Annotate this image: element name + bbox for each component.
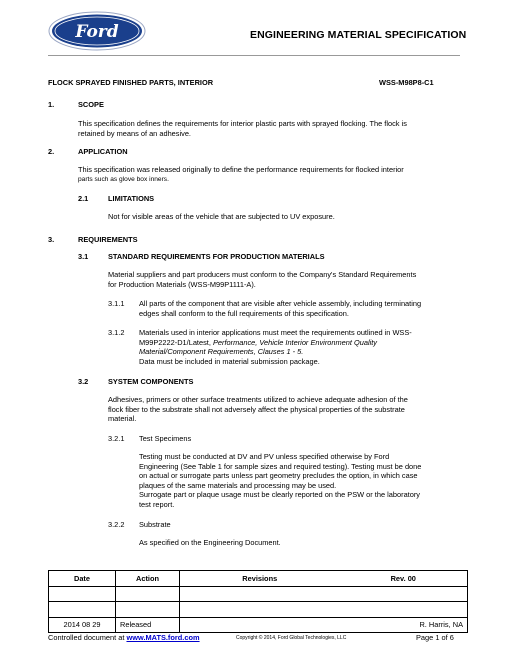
text-line: material.: [108, 414, 137, 424]
text-line: [139, 347, 412, 357]
action-cell: [116, 586, 180, 602]
section-3-2-text: [108, 395, 408, 424]
section-3-1-text: [108, 270, 416, 289]
rev-cell: R. Harris, NA: [340, 617, 468, 633]
text-line: All parts of the component that are visible after vehicle assembly, including terminating: [139, 299, 422, 308]
header-title: ENGINEERING MATERIAL SPECIFICATION: [250, 29, 467, 41]
text-line: Surrogate part or plaque usage must be clearly reported on the PSW or the laboratory: [139, 490, 420, 500]
section-2-text: [78, 165, 404, 184]
section-3-1-1-text: [139, 299, 421, 318]
text-span: M99P2222-D1/Latest,: [139, 337, 213, 347]
action-cell: [116, 602, 180, 618]
text-line: Adhesives, primers or other surface treatments utilized to achieve adequate adhesion of the: [108, 395, 408, 404]
rev-header: Rev. 00: [340, 571, 468, 587]
table-row: [49, 602, 468, 618]
ford-logo: [48, 11, 146, 51]
footer-controlled-doc: [48, 633, 200, 642]
text-line: Material suppliers and part producers must conform to the Company's Standard Requirements: [108, 270, 417, 279]
document-title: FLOCK SPRAYED FINISHED PARTS, INTERIOR: [48, 78, 214, 87]
text-line: As specified on the Engineering Document.: [139, 538, 281, 547]
section-3-2-2-number: 3.2.2: [108, 520, 125, 529]
section-3-1-1-number: 3.1.1: [108, 299, 125, 308]
revisions-cell: [180, 586, 340, 602]
mats-link[interactable]: www.MATS.ford.com: [126, 633, 200, 642]
text-line: This specification was released originally to define the performance requirements for flocked interior: [78, 165, 404, 174]
date-cell: [49, 586, 116, 602]
text-line: Engineering (See Table 1 for sample sizes and required testing). Testing must be done: [139, 461, 422, 471]
rev-cell: [340, 586, 468, 602]
section-3-2-title: SYSTEM COMPONENTS: [108, 377, 194, 386]
text-line: [139, 338, 412, 348]
text-line: on actual or surrogate parts unless part geometry precludes the option, in which case: [139, 471, 418, 481]
action-header: Action: [116, 571, 180, 587]
section-1-title: SCOPE: [78, 100, 104, 109]
date-cell: 2014 08 29: [49, 617, 116, 633]
section-3-2-1-title: Test Specimens: [139, 434, 192, 443]
table-row: [49, 617, 468, 633]
date-header: Date: [49, 571, 116, 587]
section-2-title: APPLICATION: [78, 147, 128, 156]
table-row: [49, 586, 468, 602]
revisions-cell: [180, 617, 340, 633]
section-3-2-number: 3.2: [78, 377, 89, 386]
revision-table: [48, 570, 468, 633]
revision-table-header: [49, 571, 468, 587]
section-3-2-1-number: 3.2.1: [108, 434, 125, 443]
section-3-2-1-text: [139, 452, 421, 510]
text-line: edges shall conform to the full requirements of this specification.: [139, 308, 349, 318]
text-line: plaques of the same materials and processing may be used.: [139, 480, 337, 490]
rev-cell: [340, 602, 468, 618]
section-3-1-2-text: [139, 328, 412, 366]
section-3-1-2-number: 3.1.2: [108, 328, 125, 337]
action-cell: Released: [116, 617, 180, 633]
standard-title: Material/Component Requirements, Clauses 1 - 5.: [139, 347, 304, 357]
text-line: Not for visible areas of the vehicle that are subjected to UV exposure.: [108, 212, 335, 221]
text-line: Testing must be conducted at DV and PV unless specified otherwise by Ford: [139, 452, 390, 461]
section-3-1-title: STANDARD REQUIREMENTS FOR PRODUCTION MATERIALS: [108, 252, 325, 261]
section-3-1-number: 3.1: [78, 252, 89, 261]
section-1-text: [78, 119, 407, 138]
footer-prefix: Controlled document at: [48, 633, 127, 642]
document-number: WSS-M98P8-C1: [379, 78, 434, 87]
revisions-cell: [180, 602, 340, 618]
ford-logo-text: Ford: [75, 22, 119, 42]
section-2-1-text: [108, 212, 335, 222]
section-2-1-title: LIMITATIONS: [108, 194, 155, 203]
standard-title: Performance, Vehicle Interior Environment Quality: [212, 337, 377, 347]
section-1-number: 1.: [48, 100, 55, 109]
header-divider: [48, 55, 460, 56]
text-line: for Production Materials (WSS-M99P1111-A).: [108, 279, 256, 289]
text-line: This specification defines the requirements for interior plastic parts with sprayed flocking. The flock is: [78, 119, 407, 128]
section-3-number: 3.: [48, 235, 55, 244]
section-3-2-2-title: Substrate: [139, 520, 171, 529]
date-cell: [49, 602, 116, 618]
text-line: Materials used in interior applications must meet the requirements outlined in WSS-: [139, 328, 412, 337]
text-line: parts such as glove box inners.: [78, 175, 169, 183]
text-line: Data must be included in material submission package.: [139, 356, 320, 366]
section-3-2-2-text: [139, 538, 281, 548]
footer-page-number: Page 1 of 6: [416, 633, 454, 642]
text-line: retained by means of an adhesive.: [78, 128, 191, 138]
revisions-header: Revisions: [180, 571, 340, 587]
footer-copyright: Copyright © 2014, Ford Global Technologies, LLC: [236, 635, 347, 641]
section-2-1-number: 2.1: [78, 194, 89, 203]
text-line: test report.: [139, 499, 175, 509]
text-line: flock fiber to the substrate shall not adversely affect the physical properties of the substrate: [108, 404, 405, 414]
section-3-title: REQUIREMENTS: [78, 235, 138, 244]
section-2-number: 2.: [48, 147, 55, 156]
